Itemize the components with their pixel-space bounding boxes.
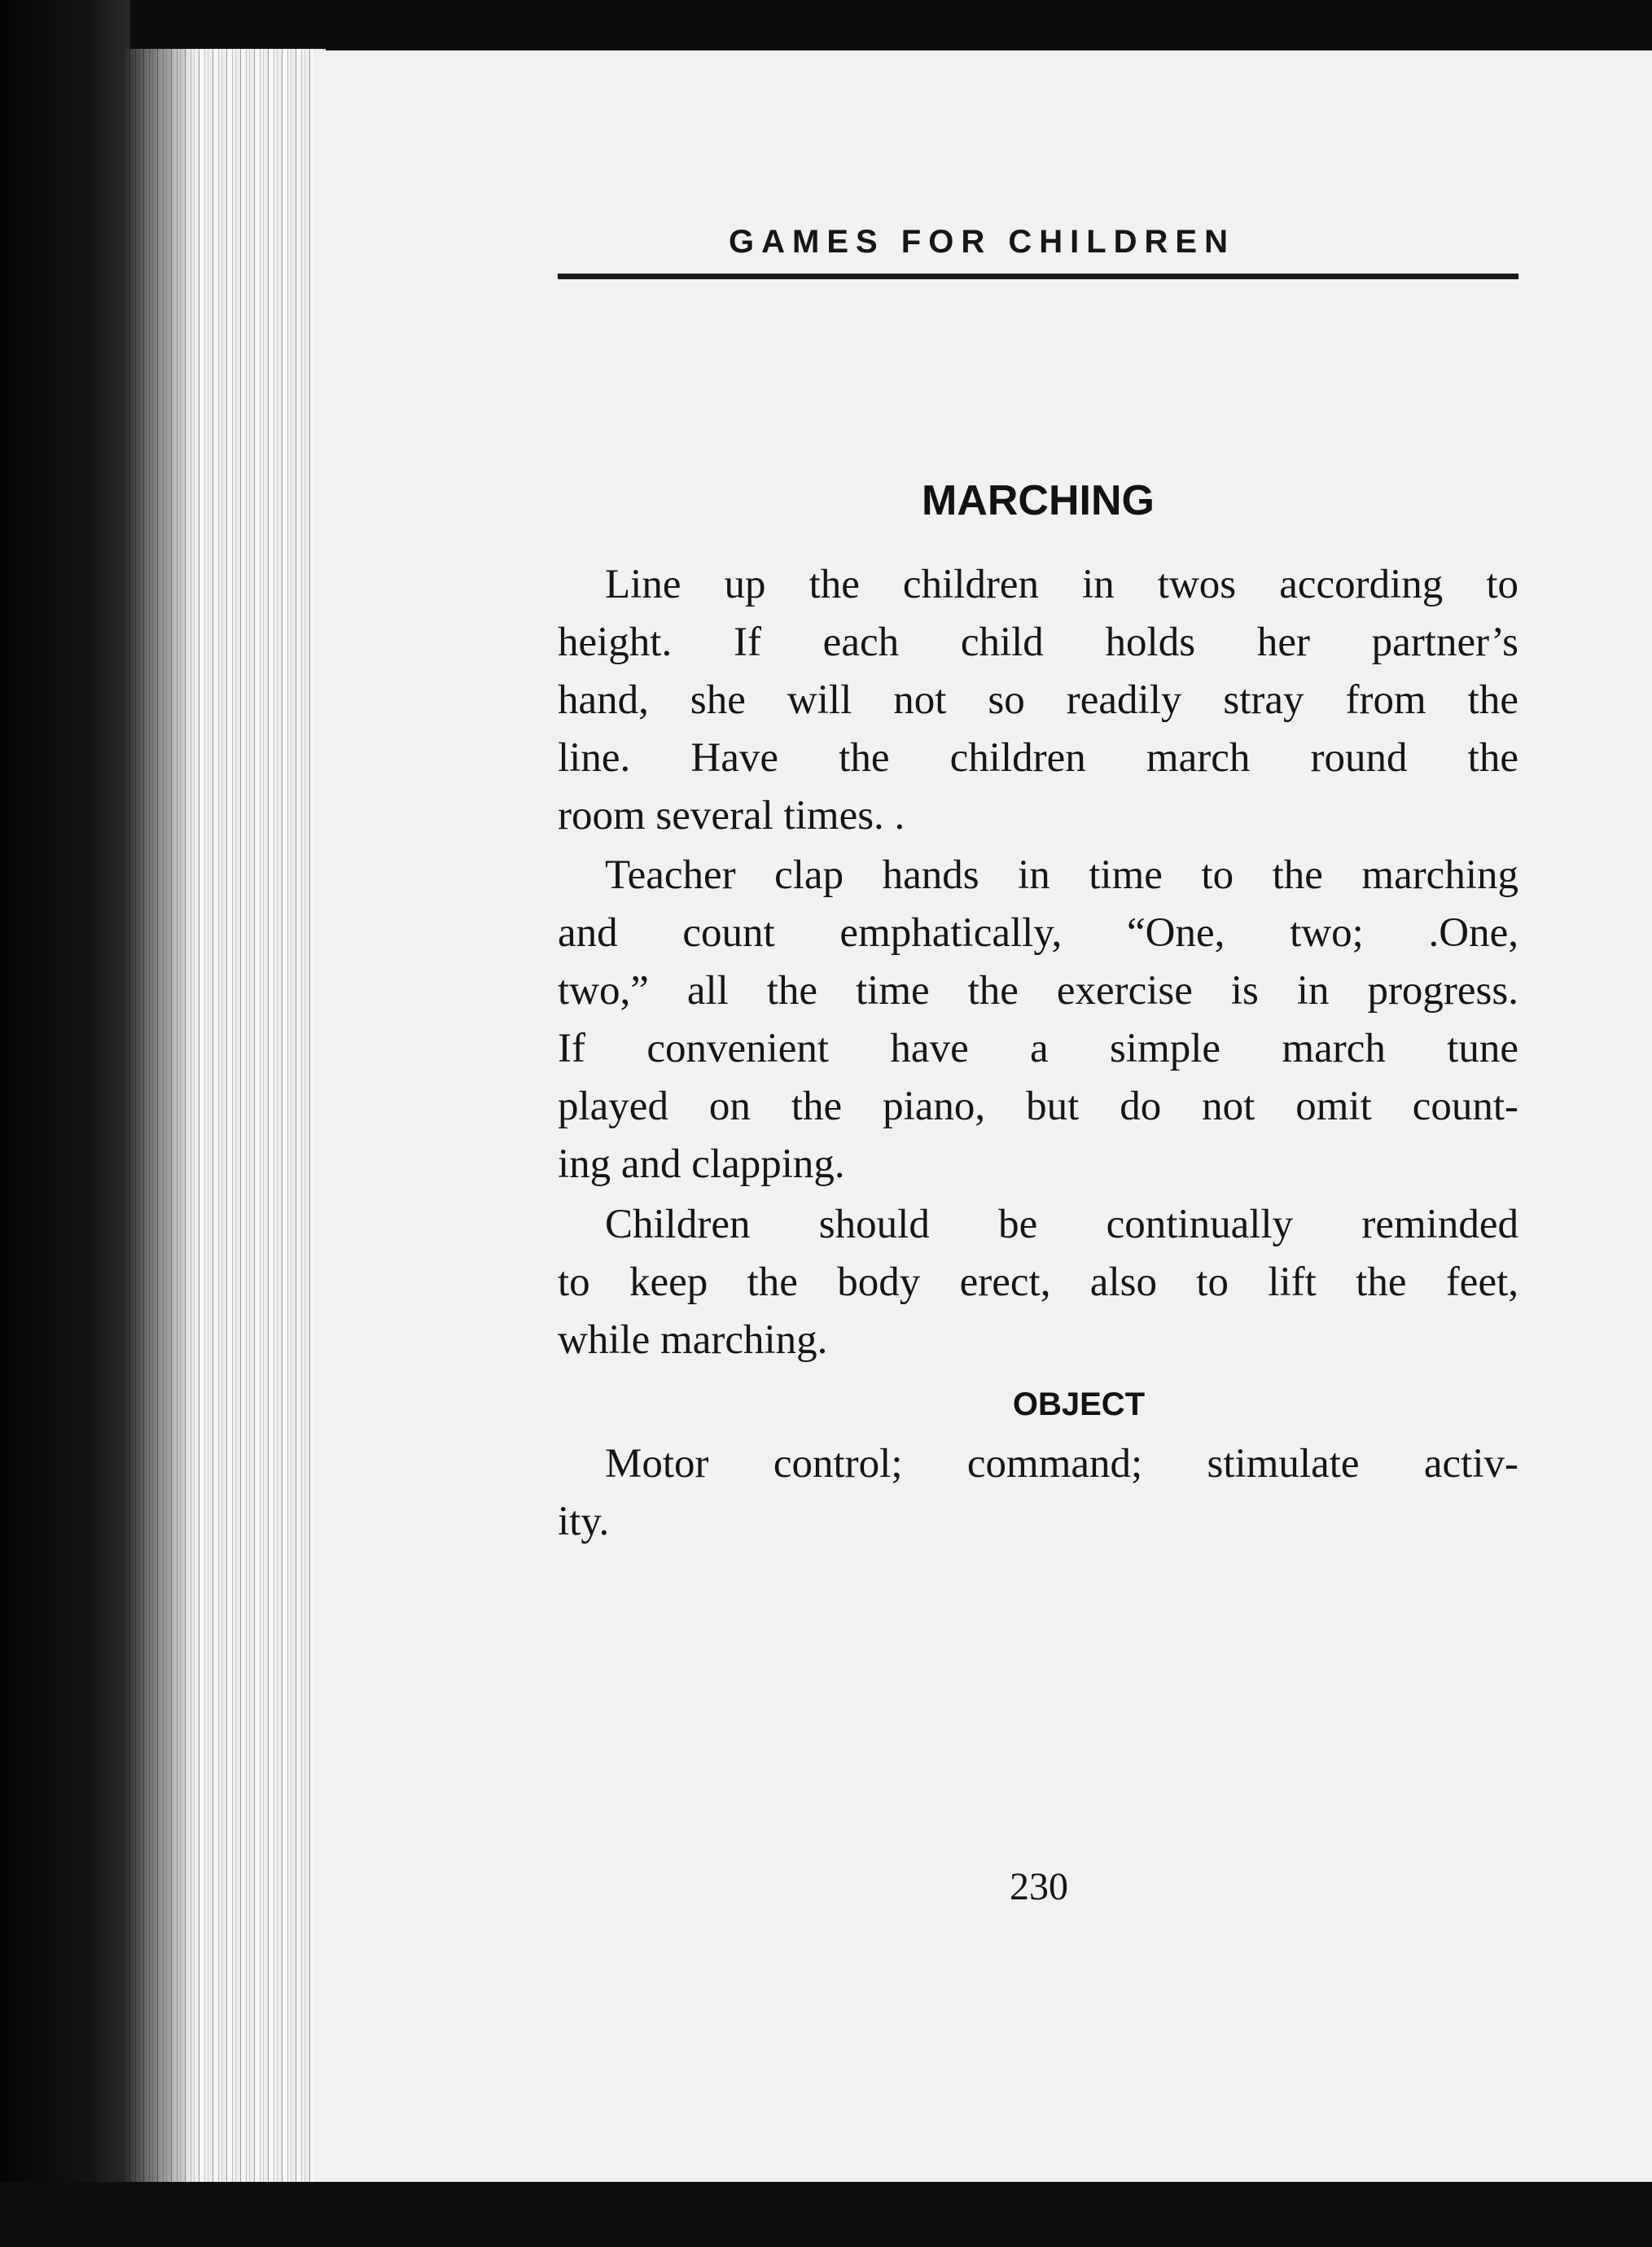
text-line: to keep the body erect, also to lift the feet, bbox=[558, 1259, 1518, 1305]
book-spine bbox=[0, 0, 130, 2247]
header-rule bbox=[558, 274, 1518, 279]
text-line: Line up the children in twos according to bbox=[605, 562, 1518, 607]
object-paragraph bbox=[558, 1435, 1518, 1551]
text-line: ing and clapping. bbox=[558, 1141, 845, 1187]
text-line: ity. bbox=[558, 1499, 610, 1544]
page-number: 230 bbox=[1010, 1865, 1068, 1908]
edge-shadow bbox=[122, 49, 195, 2182]
text-line: If convenient have a simple march tune bbox=[558, 1026, 1518, 1071]
text-line: height. If each child holds her partner’s bbox=[558, 620, 1518, 665]
section-title: MARCHING bbox=[922, 477, 1155, 524]
text-line: and count emphatically, “One, two; .One, bbox=[558, 910, 1518, 956]
object-heading: OBJECT bbox=[1012, 1386, 1146, 1422]
text-line: Teacher clap hands in time to the marching bbox=[605, 852, 1518, 898]
running-head: GAMES FOR CHILDREN bbox=[729, 224, 1235, 260]
scan-bottom-border bbox=[0, 2182, 1652, 2247]
text-line: hand, she will not so readily stray from the bbox=[558, 677, 1518, 723]
paragraph-3 bbox=[558, 1196, 1518, 1369]
paragraph-2 bbox=[558, 847, 1518, 1194]
text-line: line. Have the children march round the bbox=[558, 735, 1518, 781]
text-line: while marching. bbox=[558, 1317, 828, 1363]
text-line: Motor control; command; stimulate activ- bbox=[605, 1441, 1518, 1487]
text-line: Children should be continually reminded bbox=[605, 1202, 1518, 1247]
text-line: played on the piano, but do not omit count- bbox=[558, 1084, 1518, 1129]
text-line: room several times. . bbox=[558, 793, 905, 839]
paragraph-1 bbox=[558, 556, 1518, 845]
text-line: two,” all the time the exercise is in progress. bbox=[558, 968, 1518, 1014]
